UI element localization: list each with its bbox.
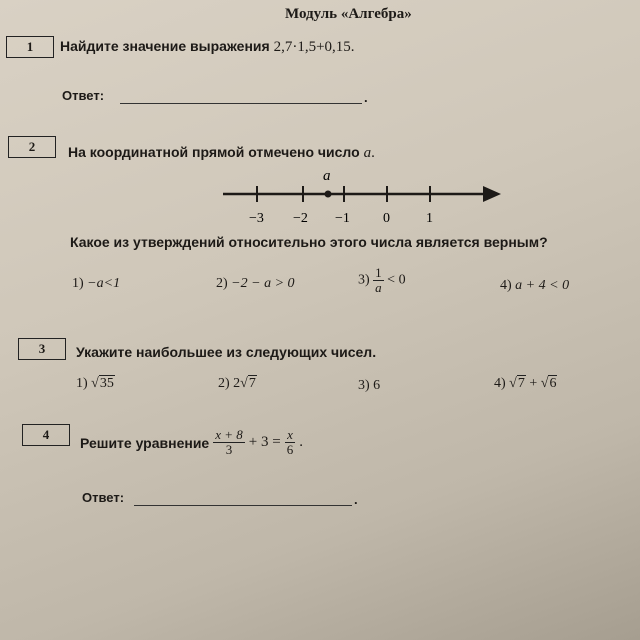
task2-statement: На координатной прямой отмечено число [68,144,360,160]
plus-sign: + [529,376,538,391]
task-number-4: 4 [22,424,70,446]
radicand: 7 [517,376,525,391]
option-number: 2) [216,276,228,291]
equation-middle: + 3 = [248,434,281,450]
task2-question: Какое из утверждений относительно этого числа является верным? [70,234,548,250]
number-line-arrow [483,186,501,202]
option-number: 4) [500,278,512,293]
equation-fraction-2 [285,428,296,457]
fraction-denominator: 3 [225,442,233,457]
task3-option-2[interactable] [218,376,257,392]
option-number: 1) [72,276,84,291]
tick-label-0: 0 [383,211,390,226]
task3-option-3[interactable] [358,378,380,394]
fraction-numerator: x + 8 [215,427,243,442]
option-number: 3) [358,272,370,288]
radicand: 6 [549,376,557,391]
task-number-3: 3 [18,338,66,360]
option-number: 4) [494,376,506,391]
tick-label-minus2: −2 [293,211,308,226]
option-number: 3) [358,378,370,393]
task2-option-2[interactable] [216,276,295,292]
option-number: 1) [76,376,88,391]
task3-text: Укажите наибольшее из следующих чисел. [76,344,377,360]
point-a [325,191,332,198]
page-title: Модуль «Алгебра» [285,6,412,22]
task2-option-4[interactable] [500,278,569,294]
fraction-denominator: a [375,280,382,295]
task1-text [60,38,355,56]
task4-statement: Решите уравнение [80,434,210,451]
task1-answer-line[interactable] [120,103,362,104]
sqrt-sign: √ [240,376,248,391]
option-text: a + 4 < 0 [515,278,570,293]
number-line [215,160,505,230]
radicand: 35 [99,376,114,391]
option-fraction [373,266,384,295]
task3-option-1[interactable] [76,376,115,392]
task2-var: a [363,145,372,161]
task-number-1: 1 [6,36,54,58]
task1-question: Найдите значение выражения [60,38,270,54]
task1-answer-end: . [364,90,368,105]
tick-label-1: 1 [426,211,433,226]
option-number: 2) [218,376,230,391]
option-text: −a<1 [87,276,121,291]
equation-fraction-1 [213,428,245,457]
point-a-label: a [323,168,331,184]
task2-option-1[interactable] [72,276,120,292]
option-text: < 0 [387,272,406,288]
option-text: 6 [373,378,381,393]
task1-answer-label: Ответ: [62,88,105,103]
tick-label-minus1: −1 [335,211,350,226]
option-text: −2 − a > 0 [231,276,295,291]
fraction-numerator: 1 [375,265,382,280]
task2-text: На координатной прямой отмечено число a. [68,144,375,161]
task4-answer-end: . [354,492,358,507]
task4-text [80,428,303,457]
sqrt-sign: √ [509,376,517,391]
equation-end: . [299,434,303,450]
task3-option-4[interactable] [494,376,557,392]
task1-expression: 2,7·1,5+0,15. [273,39,355,55]
sqrt-sign: √ [91,376,99,391]
sqrt-sign: √ [540,376,549,391]
fraction-numerator: x [287,427,293,442]
task4-answer-label: Ответ: [82,490,125,505]
fraction-denominator: 6 [286,442,294,457]
task2-option-3[interactable] [358,266,406,295]
coefficient: 2 [233,376,241,391]
task-number-2: 2 [8,136,56,158]
tick-label-minus3: −3 [249,211,264,226]
radicand: 7 [248,376,256,391]
task4-answer-line[interactable] [134,505,352,506]
